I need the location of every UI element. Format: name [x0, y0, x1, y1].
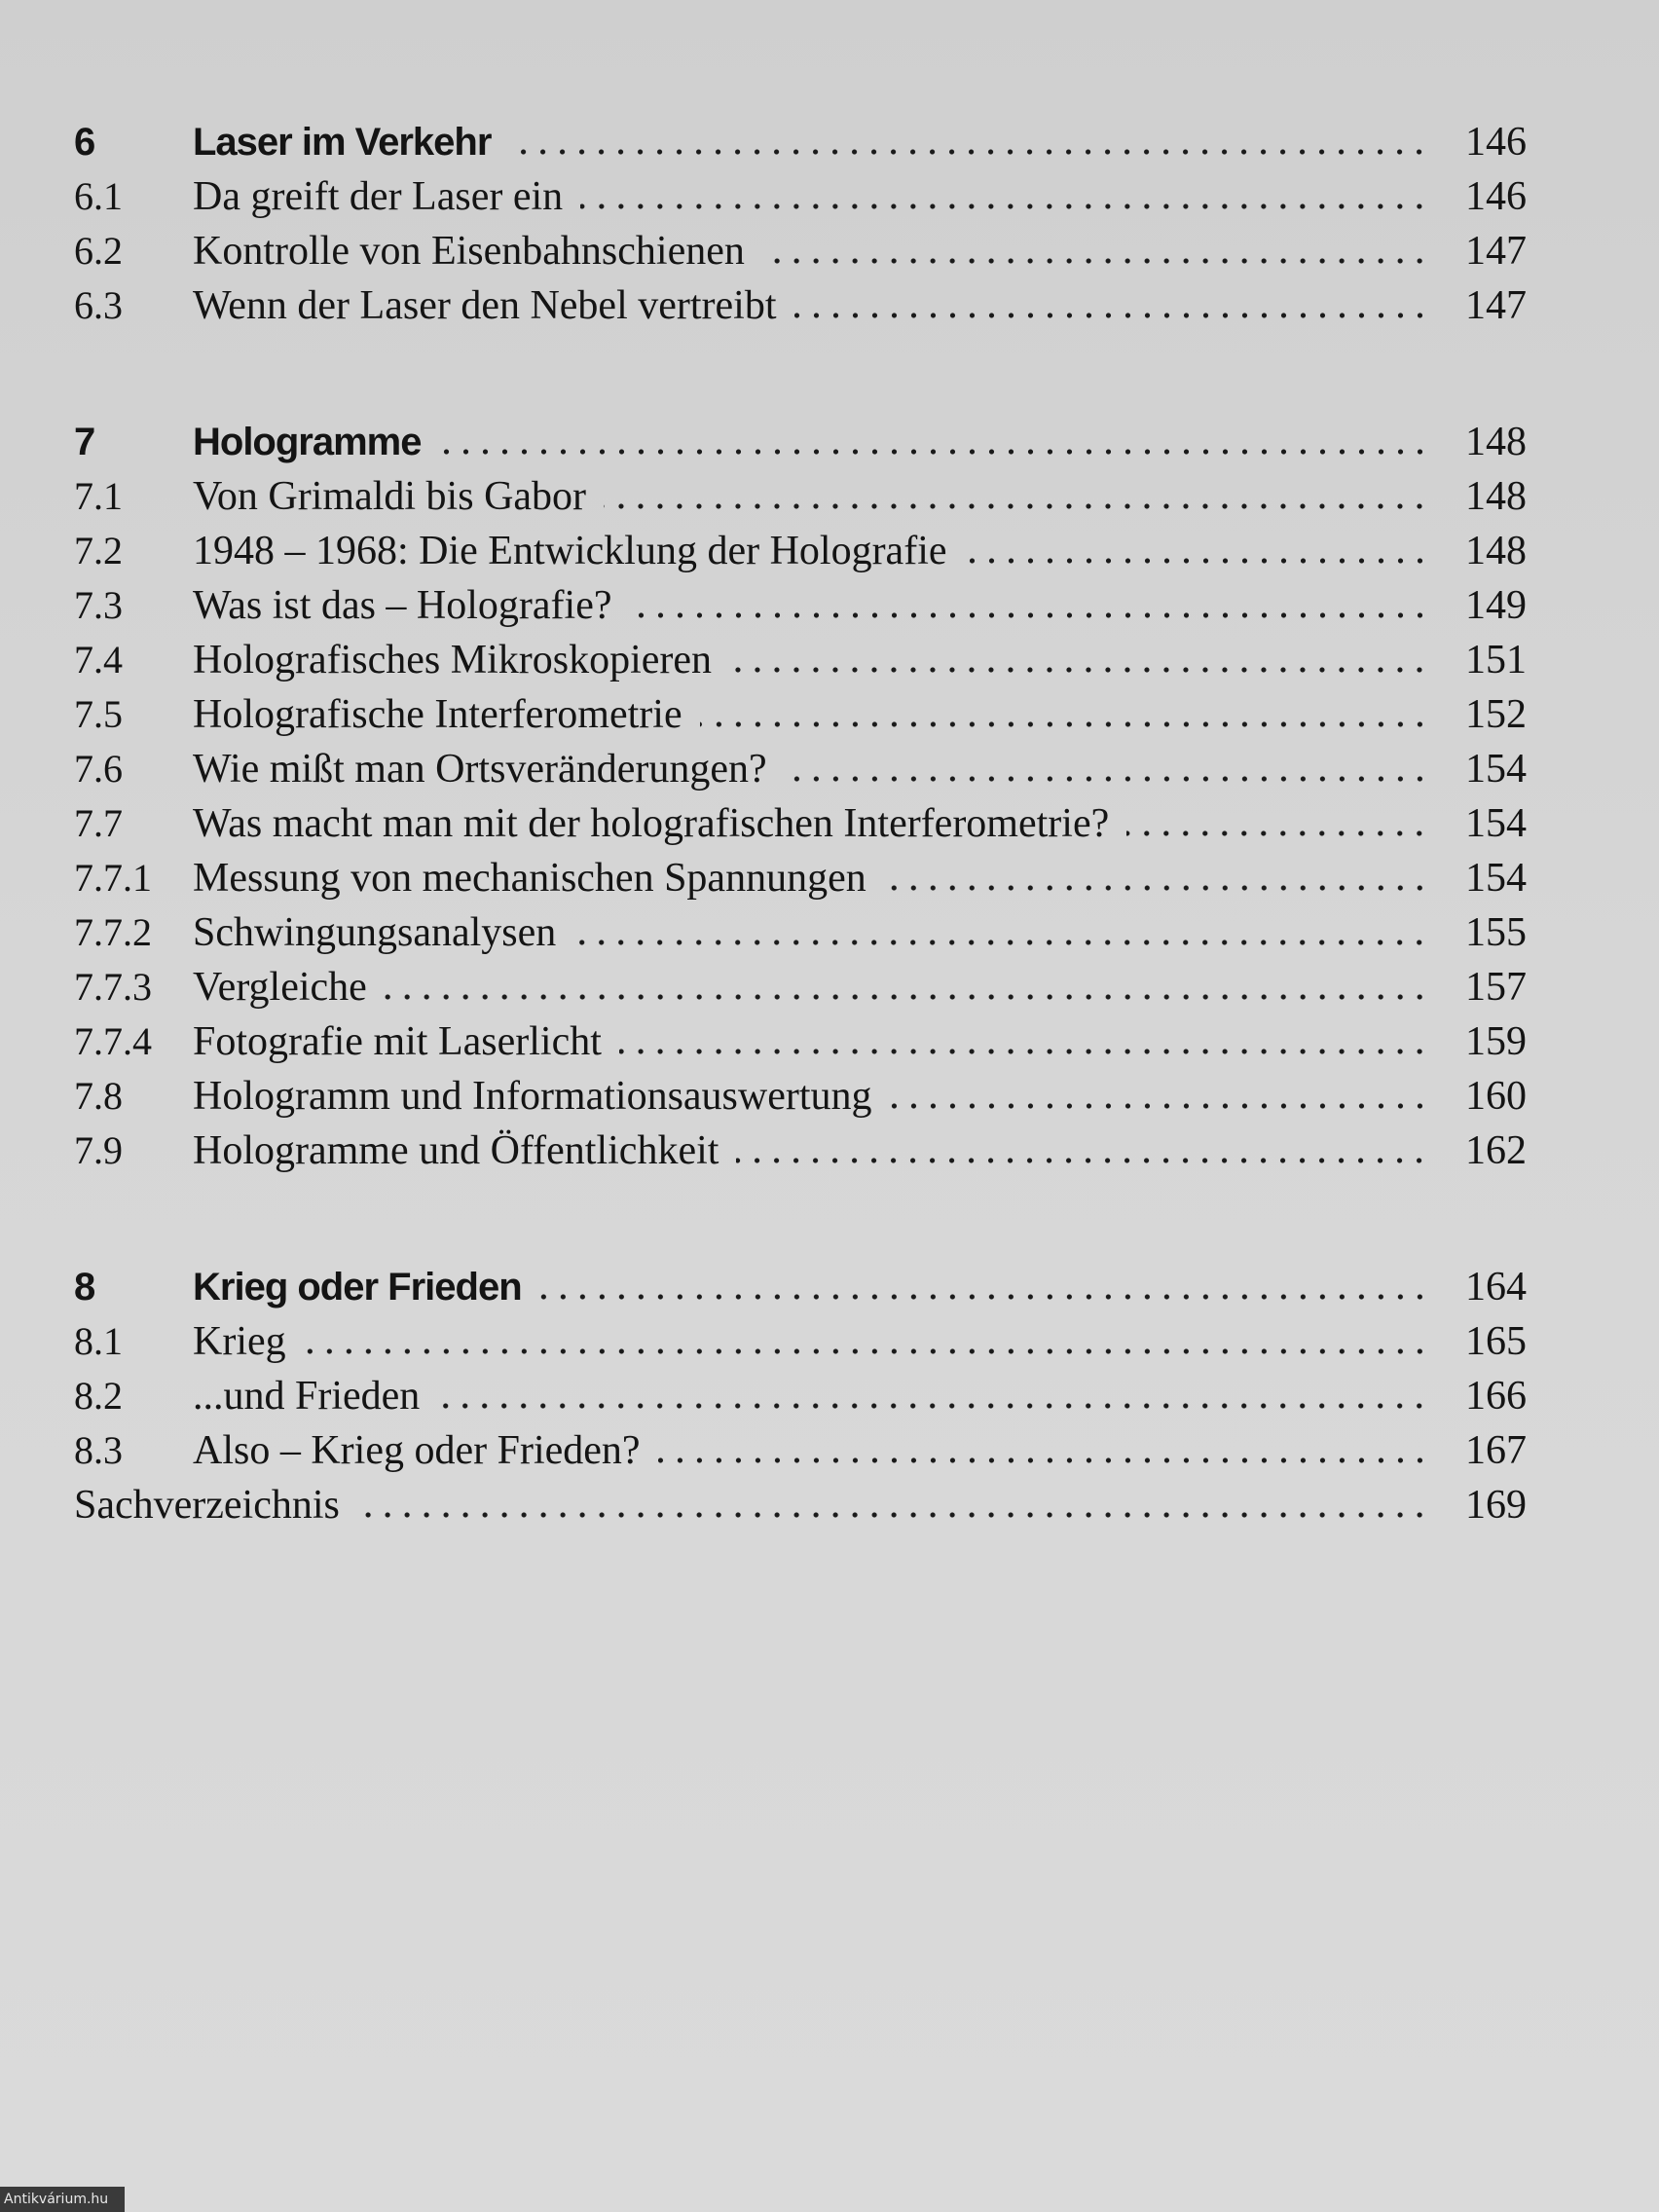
section-number: 7.9 [74, 1128, 123, 1172]
page-number: 149 [1465, 583, 1527, 628]
section-number: 7.7.2 [74, 910, 152, 954]
chapter-title: Krieg oder Frieden [193, 1266, 522, 1309]
dot-leader [658, 1456, 1429, 1465]
section-number: 7.7.4 [74, 1019, 152, 1063]
toc-entry [74, 169, 1527, 224]
dot-leader [508, 147, 1429, 157]
section-title: Krieg [193, 1319, 286, 1364]
toc-entry [74, 905, 1527, 960]
page-number: 148 [1465, 474, 1527, 519]
page-number: 165 [1465, 1319, 1527, 1364]
table-of-contents [74, 115, 1527, 1532]
section-number: 7.1 [74, 474, 123, 518]
toc-entry [74, 224, 1527, 278]
chapter-section [74, 415, 1527, 1178]
section-title: Hologramme und Öffentlichkeit [193, 1128, 719, 1173]
page-number: 148 [1465, 420, 1527, 464]
chapter-number: 7 [74, 421, 95, 463]
dot-leader [884, 883, 1429, 893]
dot-leader [700, 719, 1429, 729]
toc-entry [74, 469, 1527, 524]
dot-leader [437, 1401, 1429, 1411]
section-number: 8.2 [74, 1374, 123, 1418]
toc-entry [74, 796, 1527, 851]
section-title: Da greift der Laser ein [193, 174, 564, 219]
toc-entry [74, 742, 1527, 796]
dot-leader [304, 1346, 1429, 1356]
toc-entry [74, 960, 1527, 1014]
page-number: 167 [1465, 1428, 1527, 1473]
section-number: 6.3 [74, 283, 123, 327]
section-title: Fotografie mit Laserlicht [193, 1019, 602, 1064]
dot-leader [729, 665, 1429, 675]
dot-leader [385, 992, 1429, 1002]
dot-leader [630, 610, 1430, 620]
chapter-heading [74, 115, 1527, 169]
chapter-section [74, 1260, 1527, 1532]
page-number: 157 [1465, 965, 1527, 1010]
section-number: 7.7 [74, 801, 123, 845]
section-title: Wenn der Laser den Nebel vertreibt [193, 283, 777, 328]
page-number: 164 [1465, 1265, 1527, 1309]
section-number: 6.2 [74, 229, 123, 273]
section-title: Vergleiche [193, 965, 367, 1010]
dot-leader [619, 1047, 1429, 1056]
page-number: 148 [1465, 529, 1527, 573]
dot-leader [357, 1510, 1429, 1520]
section-title: Holografische Interferometrie [193, 692, 682, 737]
dot-leader [439, 447, 1430, 457]
chapter-section [74, 115, 1527, 333]
chapter-number: 8 [74, 1266, 95, 1309]
section-title: Wie mißt man Ortsveränderungen? [193, 747, 767, 792]
section-number: 6.1 [74, 174, 123, 218]
toc-entry [74, 578, 1527, 633]
page-number: 147 [1465, 229, 1527, 274]
toc-entry [74, 1014, 1527, 1069]
page-number: 151 [1465, 638, 1527, 682]
toc-entry [74, 1369, 1527, 1423]
watermark: Antikvárium.hu [0, 2187, 125, 2212]
chapter-title: Laser im Verkehr [193, 121, 492, 164]
section-number: 7.2 [74, 529, 123, 572]
page-number: 147 [1465, 283, 1527, 328]
toc-entry [74, 1124, 1527, 1178]
section-number: 8.3 [74, 1428, 123, 1472]
section-title: Kontrolle von Eisenbahnschienen [193, 229, 745, 274]
page-number: 154 [1465, 747, 1527, 792]
dot-leader [794, 311, 1429, 320]
section-number: 7.4 [74, 638, 123, 682]
page-number: 160 [1465, 1074, 1527, 1119]
section-number: 8.1 [74, 1319, 123, 1363]
dot-leader [762, 256, 1429, 266]
page-number: 166 [1465, 1374, 1527, 1419]
dot-leader [580, 202, 1429, 211]
page-number: 169 [1465, 1483, 1527, 1528]
toc-entry [74, 633, 1527, 687]
toc-entry [74, 1423, 1527, 1478]
page-number: 146 [1465, 174, 1527, 219]
section-title: Holografisches Mikroskopieren [193, 638, 713, 682]
toc-entry [74, 1069, 1527, 1124]
dot-leader [573, 938, 1429, 947]
section-title: Von Grimaldi bis Gabor [193, 474, 587, 519]
toc-entry [74, 1314, 1527, 1369]
dot-leader [785, 774, 1429, 784]
dot-leader [539, 1292, 1429, 1302]
page-number: 154 [1465, 856, 1527, 901]
section-number: 7.5 [74, 692, 123, 736]
section-title: 1948 – 1968: Die Entwicklung der Holografie [193, 529, 947, 573]
dot-leader [604, 501, 1429, 511]
chapter-heading [74, 415, 1527, 469]
toc-entry [74, 851, 1527, 905]
section-title: Hologramm und Informationsauswertung [193, 1074, 872, 1119]
page-number: 154 [1465, 801, 1527, 846]
section-number: 7.8 [74, 1074, 123, 1118]
dot-leader [965, 556, 1430, 566]
section-title: Also – Krieg oder Frieden? [193, 1428, 641, 1473]
section-title: Was ist das – Holografie? [193, 583, 612, 628]
chapter-title: Hologramme [193, 421, 422, 463]
dot-leader [890, 1101, 1429, 1111]
toc-entry [74, 687, 1527, 742]
page-number: 155 [1465, 910, 1527, 955]
index-title: Sachverzeichnis [74, 1483, 340, 1528]
chapter-heading [74, 1260, 1527, 1314]
page-number: 162 [1465, 1128, 1527, 1173]
section-number: 7.7.1 [74, 856, 152, 900]
toc-entry [74, 278, 1527, 333]
section-title: Messung von mechanischen Spannungen [193, 856, 866, 901]
page-number: 146 [1465, 120, 1527, 165]
page-number: 159 [1465, 1019, 1527, 1064]
toc-entry [74, 524, 1527, 578]
dot-leader [1126, 829, 1429, 838]
dot-leader [736, 1156, 1429, 1165]
section-title: Was macht man mit der holografischen Interferometrie? [193, 801, 1110, 846]
section-number: 7.7.3 [74, 965, 152, 1009]
index-entry [74, 1478, 1527, 1532]
section-title: ...und Frieden [193, 1374, 421, 1419]
page-number: 152 [1465, 692, 1527, 737]
section-title: Schwingungsanalysen [193, 910, 557, 955]
section-number: 7.6 [74, 747, 123, 791]
chapter-number: 6 [74, 121, 95, 164]
section-number: 7.3 [74, 583, 123, 627]
